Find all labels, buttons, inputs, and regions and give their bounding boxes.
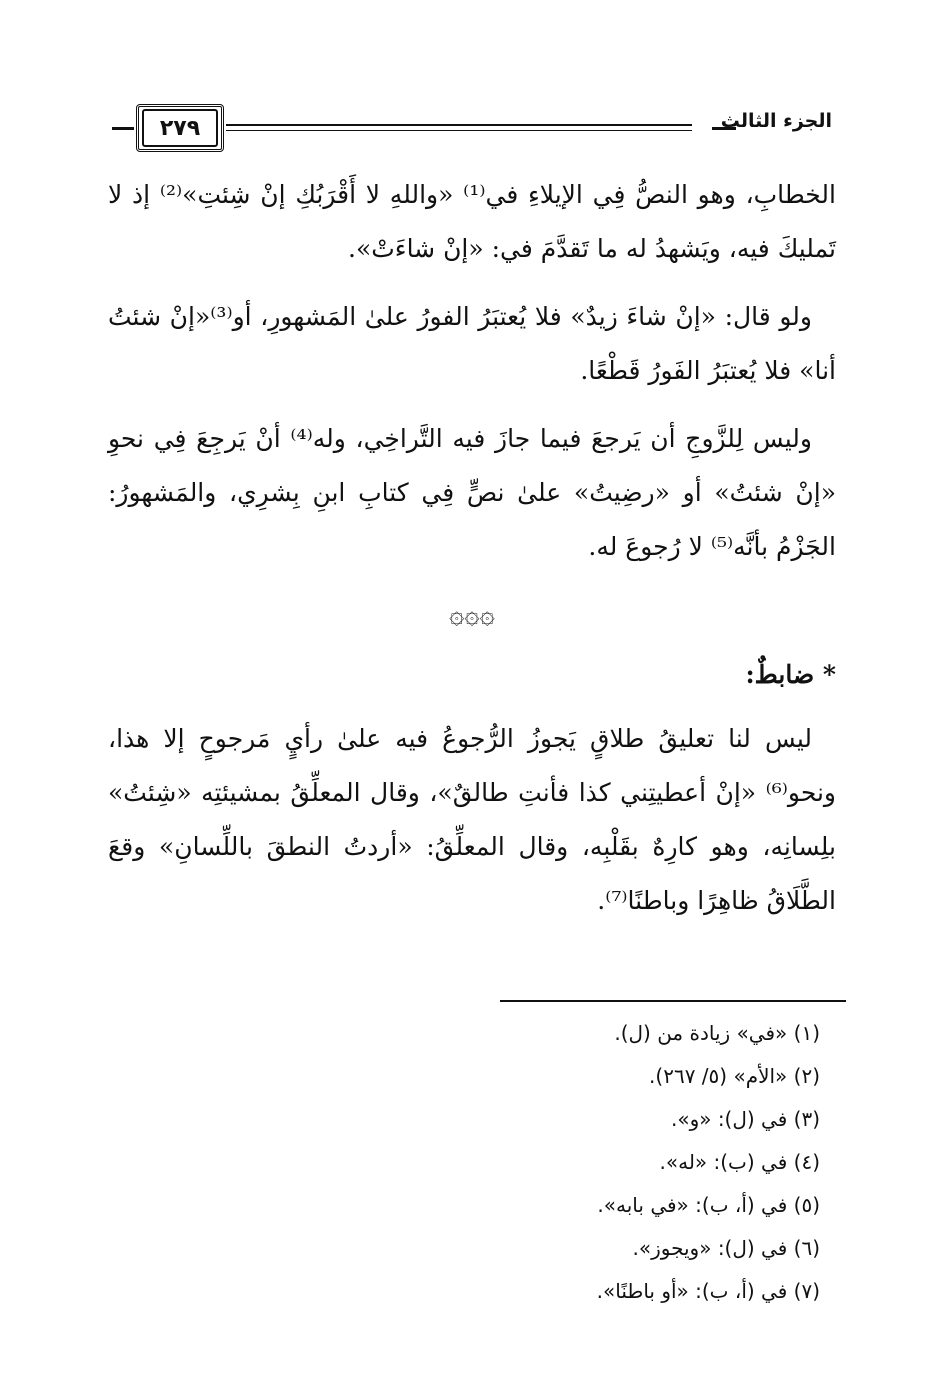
page-number-frame [136, 104, 224, 152]
page-number: ٢٧٩ [142, 109, 218, 147]
paragraph-2: ولو قال: «إنْ شاءَ زيدٌ» فلا يُعتبَرُ الفورُ علىٰ المَشهورِ، أو⁽³⁾«إنْ شئتُ أنا» فلا يُعتبَرُ الفَورُ قَطْعًا. [108, 302, 836, 385]
paragraph-3: وليس لِلزَّوجِ أن يَرجعَ فيما جازَ فيه التَّراخِي، وله⁽⁴⁾ أنْ يَرجِعَ فِي نحوِ «إنْ شئتُ» أو «رضِيتُ» علىٰ نصٍّ فِي كتابِ ابنِ بِشرِي، والمَشهورُ: الجَزْمُ بأنَّه⁽⁵⁾ لا رُجوعَ له. [108, 424, 836, 561]
page-header [112, 100, 832, 156]
paragraph-1: الخطابِ، وهو النصُّ فِي الإيلاءِ في⁽¹⁾ «واللهِ لا أَقْرَبُكِ إنْ شِئتِ»⁽²⁾ إذ لا تَمليكَ فيه، ويَشهدُ له ما تَقدَّمَ في: «إنْ شاءَتْ». [108, 180, 836, 263]
footnotes [470, 1012, 820, 1313]
footnote-5: (٥) في (أ، ب): «في بابه». [597, 1193, 820, 1217]
footnote-1: (١) «في» زيادة من (ل). [614, 1021, 820, 1045]
footnote-6: (٦) في (ل): «ويجوز». [632, 1236, 820, 1260]
main-text [108, 168, 836, 942]
paragraph-4: ليس لنا تعليقُ طلاقٍ يَجوزُ الرُّجوعُ فيه علىٰ رأيٍ مَرجوحٍ إلا هذا، ونحو⁽⁶⁾ «إنْ أعطيتِني كذا فأنتِ طالقٌ»، وقال المعلِّقُ بمشيئتِه «شِئتُ» بلِسانِه، وهو كارِهٌ بقَلْبِه، وقال المعلِّقُ: «أردتُ النطقَ باللِّسانِ» وقعَ الطَّلَاقُ ظاهِرًا وباطنًا⁽⁷⁾. [108, 724, 836, 915]
header-rule-left [112, 127, 134, 130]
header-rule-thin [226, 130, 692, 131]
header-rule [226, 124, 692, 126]
footnote-3: (٣) في (ل): «و». [670, 1107, 820, 1131]
footnote-4: (٤) في (ب): «له». [659, 1150, 820, 1174]
footnote-2: (٢) «الأم» (٥/ ٢٦٧). [649, 1064, 820, 1088]
section-divider-ornament: ۞۞۞ [449, 600, 495, 630]
footnote-separator [500, 1000, 846, 1002]
running-title: الجزء الثالث [720, 110, 832, 132]
section-heading: * ضابطٌ: [745, 660, 836, 689]
footnote-7: (٧) في (أ، ب): «أو باطنًا». [596, 1279, 820, 1303]
